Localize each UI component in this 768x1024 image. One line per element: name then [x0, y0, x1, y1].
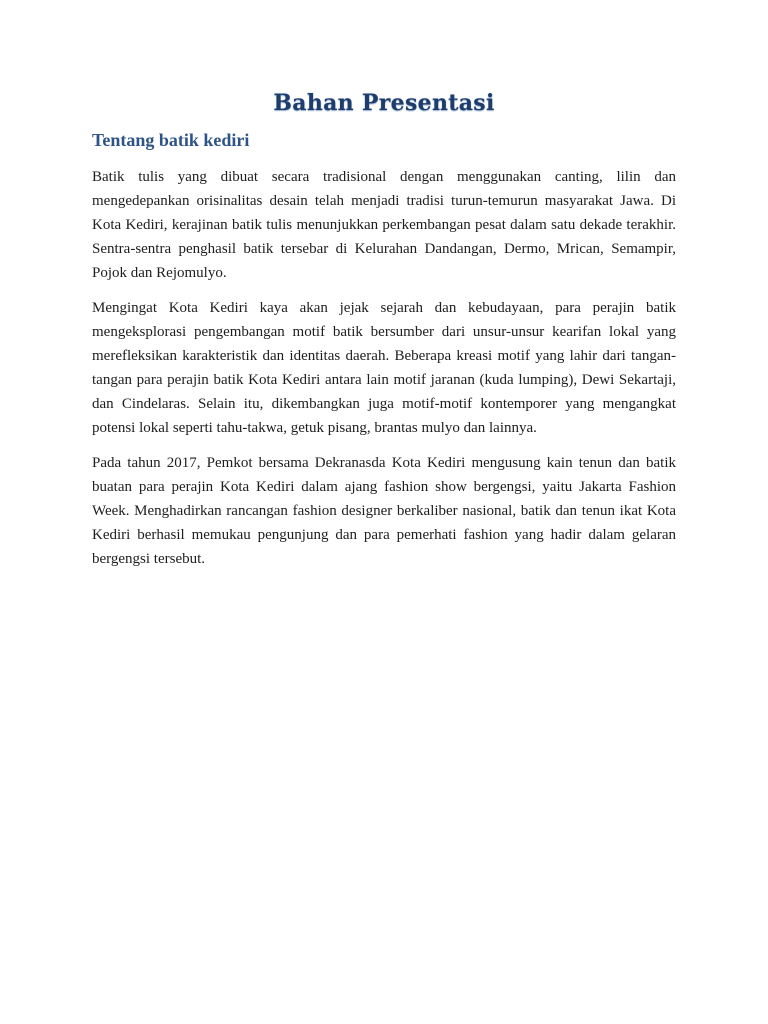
paragraph-3: Pada tahun 2017, Pemkot bersama Dekranasda Kota Kediri mengusung kain tenun dan batik buatan para perajin Kota Kediri dalam ajang fashion show bergengsi, yaitu Jakarta Fashion Week. Menghadirkan rancangan fashion designer berkaliber nasional, batik dan tenun ikat Kota Kediri berhasil memukau pengunjung dan para pemerhati fashion yang hadir dalam gelaran bergengsi tersebut. [92, 455, 676, 567]
section-heading: Tentang batik kediri [92, 130, 250, 150]
document-body [92, 165, 676, 582]
paragraph-1: Batik tulis yang dibuat secara tradisional dengan menggunakan canting, lilin dan mengedepankan orisinalitas desain telah menjadi tradisi turun-temurun masyarakat Jawa. Di Kota Kediri, kerajinan batik tulis menunjukkan perkembangan pesat dalam satu dekade terakhir. Sentra-sentra penghasil batik tersebar di Kelurahan Dandangan, Dermo, Mrican, Semampir, Pojok dan Rejomulyo. [92, 169, 676, 281]
document-title: Bahan Presentasi [273, 90, 495, 116]
paragraph-2: Mengingat Kota Kediri kaya akan jejak sejarah dan kebudayaan, para perajin batik mengeksplorasi pengembangan motif batik bersumber dari unsur-unsur kearifan lokal yang merefleksikan karakteristik dan identitas daerah. Beberapa kreasi motif yang lahir dari tangan-tangan para perajin batik Kota Kediri antara lain motif jaranan (kuda lumping), Dewi Sekartaji, dan Cindelaras. Selain itu, dikembangkan juga motif-motif kontemporer yang mengangkat potensi lokal seperti tahu-takwa, getuk pisang, brantas mulyo dan lainnya. [92, 300, 676, 436]
